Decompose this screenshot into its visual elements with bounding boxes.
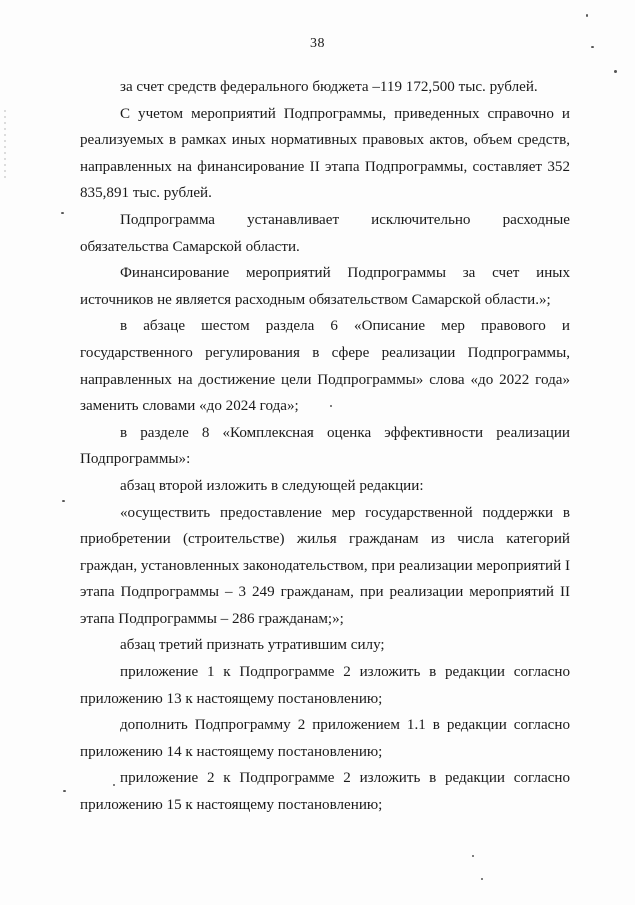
paragraph-second-abzats: абзац второй изложить в следующей редакции:	[120, 477, 424, 494]
scan-edge-mark	[4, 110, 6, 180]
scan-speck	[113, 784, 115, 786]
paragraph-total-financing: С учетом мероприятий Подпрограммы, приведенных справочно и реализуемых в рамках иных нормативных правовых актов, объем средств, направленных на финансирование II этапа Подпрограммы, составляет 352 835,891 тыс. рублей.	[80, 105, 570, 202]
scan-speck	[330, 405, 332, 407]
scan-speck	[591, 46, 594, 48]
scan-speck	[586, 14, 588, 17]
paragraph-third-abzats-void: абзац третий признать утратившим силу;	[120, 637, 385, 654]
paragraph-section-8-intro: в разделе 8 «Комплексная оценка эффективности реализации Подпрограммы»:	[80, 424, 570, 468]
paragraph-expenditure-obligations: Подпрограмма устанавливает исключительно расходные обязательства Самарской области.	[80, 211, 570, 255]
scan-speck	[61, 212, 64, 214]
paragraph-other-sources: Финансирование мероприятий Подпрограммы за счет иных источников не является расходным обязательством Самарской области.»;	[80, 265, 570, 308]
paragraph-appendix-2: приложение 2 к Подпрограмме 2 изложить в редакции согласно приложению 15 к настоящему постановлению;	[80, 770, 570, 814]
scan-speck	[63, 790, 66, 792]
paragraph-appendix-1: приложение 1 к Подпрограмме 2 изложить в редакции согласно приложению 13 к настоящему постановлению;	[80, 664, 570, 707]
paragraph-appendix-1-1: дополнить Подпрограмму 2 приложением 1.1 в редакции согласно приложению 14 к настоящему постановлению;	[80, 717, 570, 760]
scan-speck	[481, 878, 483, 880]
scan-speck	[472, 855, 474, 857]
paragraph-federal-budget: за счет средств федерального бюджета –119 172,500 тыс. рублей.	[120, 79, 538, 95]
document-body	[80, 74, 570, 819]
paragraph-section-6-amendment: в абзаце шестом раздела 6 «Описание мер правового и государственного регулирования в сфере реализации Подпрограммы, направленных на достижение цели Подпрограммы» слова «до 2022 года» заменить словами «до 2024 года»;	[80, 318, 570, 415]
paragraph-new-wording: «осуществить предоставление мер государственной поддержки в приобретении (строительстве) жилья гражданам из числа категорий граждан, установленных законодательством, при реализации мероприятий I этапа Подпрограммы – 3 249 гражданам, при реализации мероприятий II этапа Подпрограммы – 286 гражданам;»;	[80, 504, 570, 627]
scan-speck	[62, 500, 65, 502]
scan-speck	[614, 70, 617, 73]
page-number: 38	[310, 36, 325, 51]
